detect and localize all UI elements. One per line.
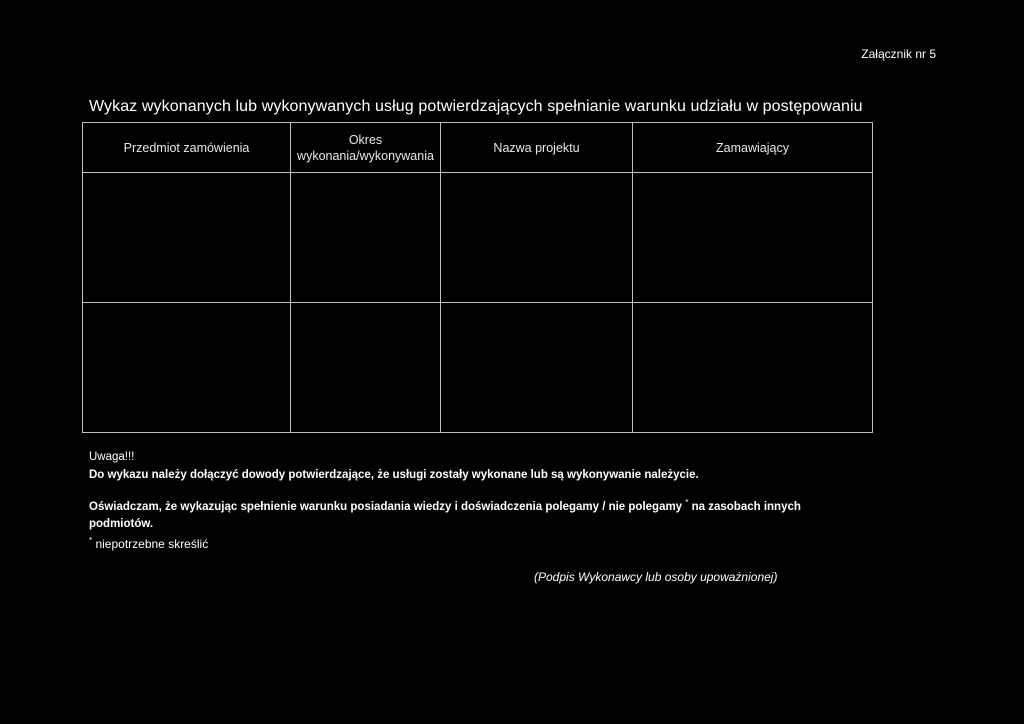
table-row <box>83 303 873 433</box>
footnote-marker: * <box>685 498 689 507</box>
warning-label: Uwaga!!! <box>89 451 135 463</box>
footnote-marker: * <box>89 536 93 545</box>
table-cell[interactable] <box>83 173 291 303</box>
column-header-project-name: Nazwa projektu <box>441 123 633 173</box>
footnote-text: niepotrzebne skreślić <box>95 537 209 551</box>
statement-text: Oświadczam, że wykazując spełnienie warunku posiadania wiedzy i doświadczenia polegamy / nie polegamy <box>89 500 683 513</box>
table-cell[interactable] <box>291 303 441 433</box>
services-table <box>82 122 873 433</box>
warning-note <box>89 448 699 484</box>
table-cell[interactable] <box>441 303 633 433</box>
table-cell[interactable] <box>441 173 633 303</box>
attachment-number: Załącznik nr 5 <box>861 47 936 61</box>
table-cell[interactable] <box>633 303 873 433</box>
table-row <box>83 173 873 303</box>
table-cell[interactable] <box>291 173 441 303</box>
signature-caption: (Podpis Wykonawcy lub osoby upoważnionej) <box>534 570 778 584</box>
footnote <box>89 536 208 551</box>
declaration-statement <box>89 494 829 533</box>
table-cell[interactable] <box>633 173 873 303</box>
table-cell[interactable] <box>83 303 291 433</box>
warning-text: Do wykazu należy dołączyć dowody potwierdzające, że usługi zostały wykonane lub są wykonywanie należycie. <box>89 469 699 481</box>
column-header-ordering-party: Zamawiający <box>633 123 873 173</box>
table-header-row <box>83 123 873 173</box>
statement-text-end: na zasobach innych podmiotów. <box>89 500 801 530</box>
column-header-subject: Przedmiot zamówienia <box>83 123 291 173</box>
document-title: Wykaz wykonanych lub wykonywanych usług potwierdzających spełnianie warunku udziału w postępowaniu <box>89 98 863 115</box>
column-header-period: Okres wykonania/wykonywania <box>291 123 441 173</box>
